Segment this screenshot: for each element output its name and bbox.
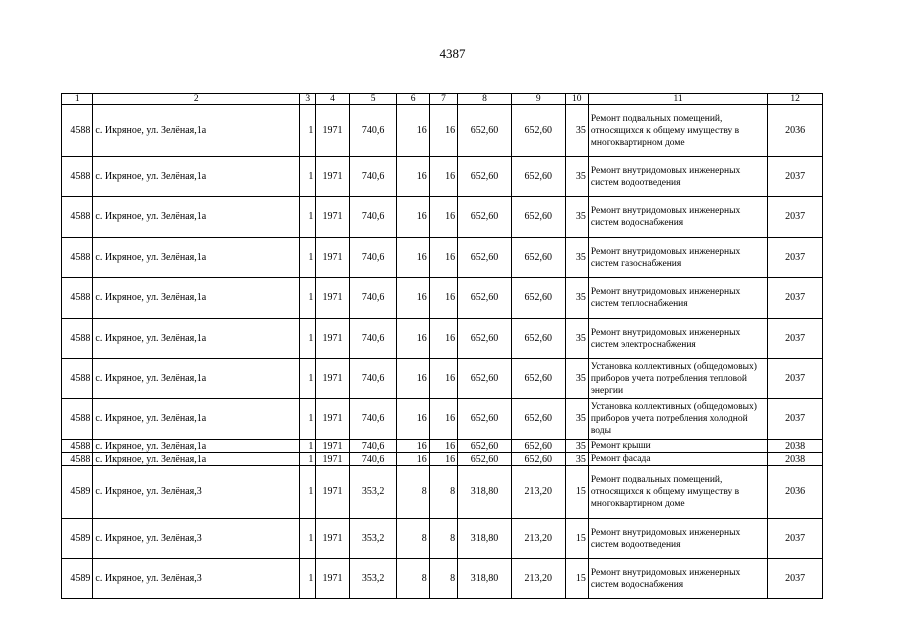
cell-planned-year: 2037 (768, 278, 823, 319)
cell-col-8: 652,60 (458, 197, 512, 238)
table-row (62, 519, 823, 559)
column-header: 9 (511, 94, 565, 105)
cell-work-type: Ремонт внутридомовых инженерных систем водоснабжения (588, 559, 767, 599)
cell-year: 1971 (316, 157, 349, 197)
cell-area: 740,6 (349, 319, 397, 359)
cell-year: 1971 (316, 559, 349, 599)
column-header: 12 (768, 94, 823, 105)
cell-col-9: 652,60 (511, 157, 565, 197)
cell-area: 353,2 (349, 559, 397, 599)
cell-row-number: 4588 (62, 359, 93, 399)
cell-col-6: 16 (397, 319, 429, 359)
cell-address: с. Икряное, ул. Зелёная,1а (93, 319, 300, 359)
cell-col-3: 1 (300, 238, 316, 278)
cell-address: с. Икряное, ул. Зелёная,1а (93, 197, 300, 238)
column-header: 7 (429, 94, 457, 105)
column-header: 5 (349, 94, 397, 105)
cell-planned-year: 2038 (768, 440, 823, 453)
cell-col-3: 1 (300, 399, 316, 440)
cell-row-number: 4588 (62, 238, 93, 278)
column-header: 1 (62, 94, 93, 105)
cell-col-7: 16 (429, 359, 457, 399)
cell-col-7: 8 (429, 466, 457, 519)
cell-work-type: Установка коллективных (общедомовых) приборов учета потребления тепловой энергии (588, 359, 767, 399)
cell-row-number: 4588 (62, 278, 93, 319)
cell-area: 740,6 (349, 453, 397, 466)
cell-row-number: 4589 (62, 519, 93, 559)
cell-col-6: 8 (397, 559, 429, 599)
cell-col-3: 1 (300, 319, 316, 359)
cell-col-9: 213,20 (511, 519, 565, 559)
cell-col-10: 35 (565, 197, 588, 238)
cell-col-7: 16 (429, 399, 457, 440)
cell-col-10: 35 (565, 440, 588, 453)
cell-planned-year: 2037 (768, 519, 823, 559)
cell-col-8: 652,60 (458, 453, 512, 466)
cell-work-type: Ремонт внутридомовых инженерных систем газоснабжения (588, 238, 767, 278)
cell-work-type: Ремонт внутридомовых инженерных систем водоотведения (588, 519, 767, 559)
column-header: 8 (458, 94, 512, 105)
cell-address: с. Икряное, ул. Зелёная,3 (93, 519, 300, 559)
cell-col-10: 15 (565, 559, 588, 599)
column-header: 2 (93, 94, 300, 105)
cell-address: с. Икряное, ул. Зелёная,3 (93, 559, 300, 599)
cell-planned-year: 2037 (768, 559, 823, 599)
cell-row-number: 4588 (62, 105, 93, 157)
cell-col-10: 35 (565, 278, 588, 319)
registry-table (61, 93, 823, 599)
cell-col-10: 35 (565, 319, 588, 359)
cell-area: 740,6 (349, 157, 397, 197)
cell-col-6: 8 (397, 519, 429, 559)
cell-col-7: 16 (429, 197, 457, 238)
cell-year: 1971 (316, 466, 349, 519)
cell-col-3: 1 (300, 105, 316, 157)
cell-row-number: 4589 (62, 559, 93, 599)
cell-address: с. Икряное, ул. Зелёная,1а (93, 440, 300, 453)
cell-col-7: 16 (429, 278, 457, 319)
cell-area: 740,6 (349, 105, 397, 157)
cell-col-6: 16 (397, 197, 429, 238)
cell-col-8: 652,60 (458, 105, 512, 157)
cell-col-7: 16 (429, 440, 457, 453)
cell-area: 740,6 (349, 238, 397, 278)
cell-year: 1971 (316, 278, 349, 319)
cell-area: 353,2 (349, 466, 397, 519)
cell-planned-year: 2037 (768, 238, 823, 278)
cell-col-9: 652,60 (511, 105, 565, 157)
cell-col-7: 16 (429, 453, 457, 466)
table-row (62, 157, 823, 197)
cell-area: 740,6 (349, 440, 397, 453)
table-row (62, 440, 823, 453)
cell-col-9: 652,60 (511, 399, 565, 440)
cell-col-9: 652,60 (511, 319, 565, 359)
cell-col-3: 1 (300, 440, 316, 453)
cell-col-8: 652,60 (458, 157, 512, 197)
cell-address: с. Икряное, ул. Зелёная,1а (93, 157, 300, 197)
cell-col-7: 16 (429, 319, 457, 359)
cell-col-8: 318,80 (458, 519, 512, 559)
column-number-row (62, 94, 823, 105)
cell-work-type: Ремонт внутридомовых инженерных систем водоснабжения (588, 197, 767, 238)
cell-year: 1971 (316, 453, 349, 466)
table-row (62, 453, 823, 466)
cell-col-3: 1 (300, 466, 316, 519)
table-row (62, 559, 823, 599)
cell-area: 740,6 (349, 399, 397, 440)
cell-planned-year: 2037 (768, 319, 823, 359)
cell-row-number: 4589 (62, 466, 93, 519)
cell-area: 740,6 (349, 278, 397, 319)
cell-year: 1971 (316, 197, 349, 238)
cell-col-10: 35 (565, 399, 588, 440)
cell-col-7: 16 (429, 157, 457, 197)
cell-work-type: Ремонт подвальных помещений, относящихся к общему имуществу в многоквартирном доме (588, 466, 767, 519)
table-row (62, 466, 823, 519)
cell-work-type: Ремонт фасада (588, 453, 767, 466)
column-header: 11 (588, 94, 767, 105)
cell-area: 353,2 (349, 519, 397, 559)
cell-year: 1971 (316, 399, 349, 440)
cell-col-3: 1 (300, 519, 316, 559)
cell-col-10: 35 (565, 238, 588, 278)
cell-col-10: 35 (565, 359, 588, 399)
cell-row-number: 4588 (62, 197, 93, 238)
table-row (62, 359, 823, 399)
cell-col-6: 16 (397, 105, 429, 157)
cell-year: 1971 (316, 440, 349, 453)
column-header: 3 (300, 94, 316, 105)
cell-col-3: 1 (300, 157, 316, 197)
table-row (62, 238, 823, 278)
cell-row-number: 4588 (62, 319, 93, 359)
cell-col-9: 652,60 (511, 278, 565, 319)
cell-address: с. Икряное, ул. Зелёная,1а (93, 399, 300, 440)
cell-col-6: 16 (397, 359, 429, 399)
cell-planned-year: 2036 (768, 466, 823, 519)
cell-address: с. Икряное, ул. Зелёная,1а (93, 238, 300, 278)
cell-col-10: 15 (565, 466, 588, 519)
cell-work-type: Ремонт крыши (588, 440, 767, 453)
cell-col-8: 652,60 (458, 238, 512, 278)
cell-col-6: 8 (397, 466, 429, 519)
cell-col-10: 15 (565, 519, 588, 559)
cell-col-9: 652,60 (511, 440, 565, 453)
cell-col-8: 652,60 (458, 278, 512, 319)
table-row (62, 399, 823, 440)
cell-col-9: 213,20 (511, 559, 565, 599)
cell-year: 1971 (316, 319, 349, 359)
cell-col-3: 1 (300, 359, 316, 399)
cell-year: 1971 (316, 519, 349, 559)
cell-address: с. Икряное, ул. Зелёная,1а (93, 359, 300, 399)
cell-area: 740,6 (349, 359, 397, 399)
cell-col-10: 35 (565, 453, 588, 466)
cell-year: 1971 (316, 238, 349, 278)
cell-planned-year: 2036 (768, 105, 823, 157)
cell-col-6: 16 (397, 238, 429, 278)
cell-col-9: 213,20 (511, 466, 565, 519)
cell-row-number: 4588 (62, 399, 93, 440)
cell-col-6: 16 (397, 399, 429, 440)
cell-work-type: Установка коллективных (общедомовых) приборов учета потребления холодной воды (588, 399, 767, 440)
cell-work-type: Ремонт подвальных помещений, относящихся к общему имуществу в многоквартирном доме (588, 105, 767, 157)
cell-col-3: 1 (300, 453, 316, 466)
cell-address: с. Икряное, ул. Зелёная,1а (93, 105, 300, 157)
cell-planned-year: 2037 (768, 399, 823, 440)
cell-col-9: 652,60 (511, 359, 565, 399)
table-row (62, 319, 823, 359)
cell-col-3: 1 (300, 559, 316, 599)
page-number: 4387 (439, 46, 466, 61)
cell-work-type: Ремонт внутридомовых инженерных систем электроснабжения (588, 319, 767, 359)
cell-planned-year: 2038 (768, 453, 823, 466)
table-row (62, 105, 823, 157)
cell-planned-year: 2037 (768, 197, 823, 238)
cell-col-10: 35 (565, 157, 588, 197)
cell-col-8: 318,80 (458, 559, 512, 599)
cell-planned-year: 2037 (768, 157, 823, 197)
cell-col-9: 652,60 (511, 197, 565, 238)
cell-col-8: 652,60 (458, 399, 512, 440)
cell-col-8: 318,80 (458, 466, 512, 519)
column-header: 6 (397, 94, 429, 105)
cell-col-6: 16 (397, 157, 429, 197)
cell-col-3: 1 (300, 197, 316, 238)
cell-col-7: 8 (429, 519, 457, 559)
cell-col-9: 652,60 (511, 238, 565, 278)
cell-col-7: 16 (429, 238, 457, 278)
cell-col-7: 16 (429, 105, 457, 157)
cell-col-7: 8 (429, 559, 457, 599)
cell-col-6: 16 (397, 440, 429, 453)
cell-col-9: 652,60 (511, 453, 565, 466)
cell-work-type: Ремонт внутридомовых инженерных систем теплоснабжения (588, 278, 767, 319)
cell-col-8: 652,60 (458, 319, 512, 359)
cell-col-10: 35 (565, 105, 588, 157)
cell-planned-year: 2037 (768, 359, 823, 399)
cell-work-type: Ремонт внутридомовых инженерных систем водоотведения (588, 157, 767, 197)
cell-address: с. Икряное, ул. Зелёная,1а (93, 453, 300, 466)
cell-area: 740,6 (349, 197, 397, 238)
cell-col-6: 16 (397, 278, 429, 319)
cell-row-number: 4588 (62, 440, 93, 453)
cell-col-8: 652,60 (458, 359, 512, 399)
cell-row-number: 4588 (62, 157, 93, 197)
column-header: 4 (316, 94, 349, 105)
table-body (62, 94, 823, 599)
cell-address: с. Икряное, ул. Зелёная,3 (93, 466, 300, 519)
cell-year: 1971 (316, 105, 349, 157)
cell-row-number: 4588 (62, 453, 93, 466)
cell-col-8: 652,60 (458, 440, 512, 453)
table-row (62, 197, 823, 238)
cell-year: 1971 (316, 359, 349, 399)
cell-col-3: 1 (300, 278, 316, 319)
table-row (62, 278, 823, 319)
cell-address: с. Икряное, ул. Зелёная,1а (93, 278, 300, 319)
cell-col-6: 16 (397, 453, 429, 466)
column-header: 10 (565, 94, 588, 105)
